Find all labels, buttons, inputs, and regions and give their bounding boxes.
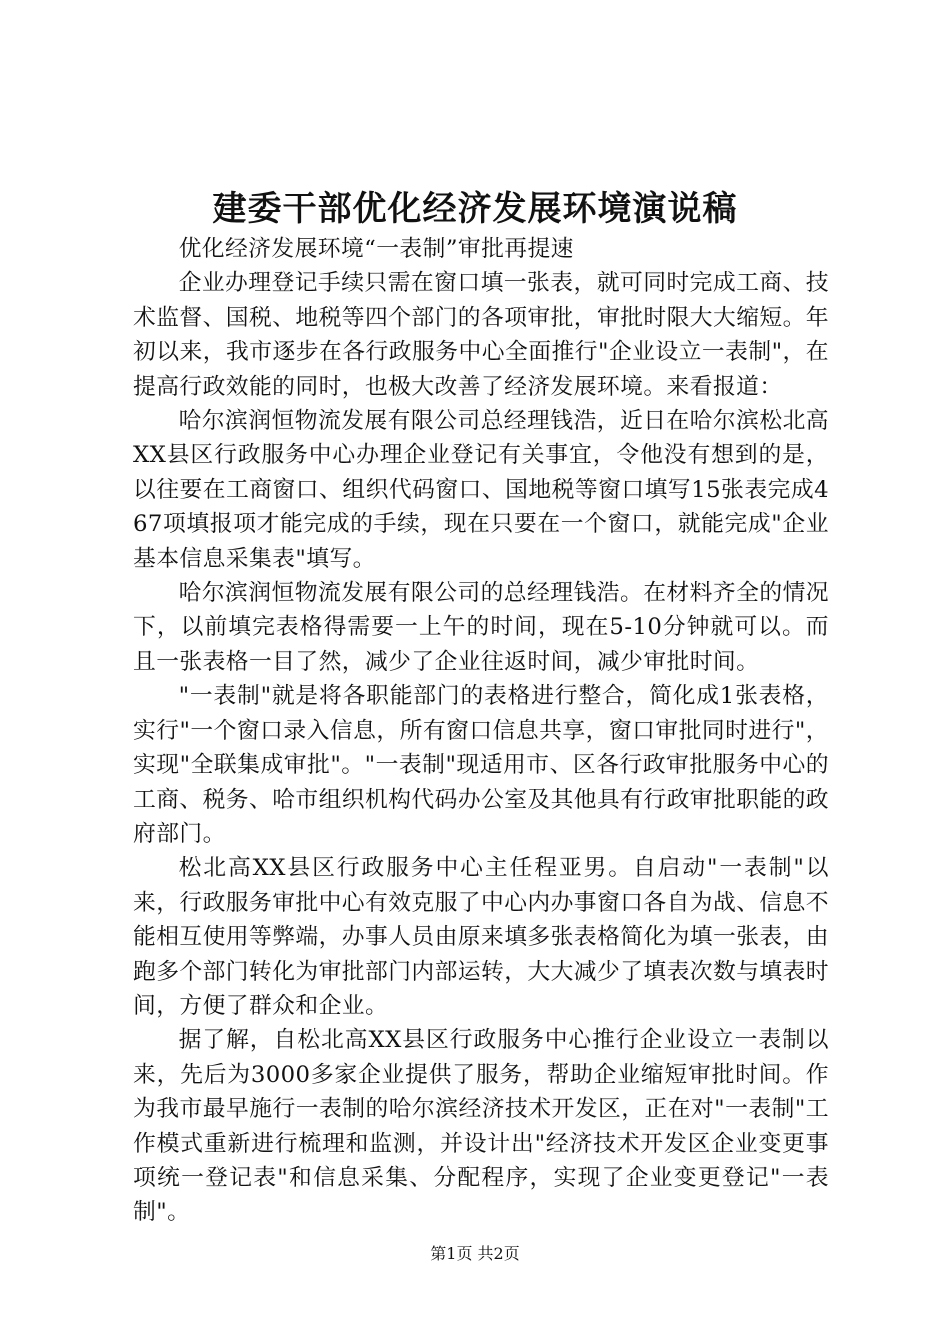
body-paragraph: "一表制"就是将各职能部门的表格进行整合，简化成1张表格，实行"一个窗口录入信息，所有窗口信息共享，窗口审批同时进行"，实现"全联集成审批"。"一表制"现适用市、区各行政审批服务中心的工商、税务、哈市组织机构代码办公室及其他具有行政审批职能的政府部门。: [133, 683, 829, 847]
body-paragraph: 松北高XX县区行政服务中心主任程亚男。自启动"一表制"以来，行政服务审批中心有效克服了中心内办事窗口各自为战、信息不能相互使用等弊端，办事人员由原来填多张表格简化为填一张表，由跑多个部门转化为审批部门内部运转，大大减少了填表次数与填表时间，方便了群众和企业。: [133, 855, 829, 1019]
document-title: 建委干部优化经济发展环境演说稿: [212, 189, 738, 229]
document-body: [133, 232, 829, 1230]
subtitle-paragraph: 优化经济发展环境“一表制”审批再提速: [178, 236, 574, 262]
page-number-footer: 第1页 共2页: [430, 1244, 520, 1263]
body-paragraph: 据了解，自松北高XX县区行政服务中心推行企业设立一表制以来，先后为3000多家企业提供了服务，帮助企业缩短审批时间。作为我市最早施行一表制的哈尔滨经济技术开发区，正在对"一表制"工作模式重新进行梳理和监测，并设计出"经济技术开发区企业变更事项统一登记表"和信息采集、分配程序，实现了企业变更登记"一表制"。: [133, 1027, 829, 1226]
body-paragraph: 哈尔滨润恒物流发展有限公司的总经理钱浩。在材料齐全的情况下，以前填完表格得需要一上午的时间，现在5-10分钟就可以。而且一张表格一目了然，减少了企业往返时间，减少审批时间。: [133, 580, 829, 675]
body-paragraph: 哈尔滨润恒物流发展有限公司总经理钱浩，近日在哈尔滨松北高XX县区行政服务中心办理企业登记有关事宜，令他没有想到的是，以往要在工商窗口、组织代码窗口、国地税等窗口填写15张表完成467项填报项才能完成的手续，现在只要在一个窗口，就能完成"企业基本信息采集表"填写。: [133, 408, 829, 572]
body-paragraph: 企业办理登记手续只需在窗口填一张表，就可同时完成工商、技术监督、国税、地税等四个部门的各项审批，审批时限大大缩短。年初以来，我市逐步在各行政服务中心全面推行"企业设立一表制"，在提高行政效能的同时，也极大改善了经济发展环境。来看报道：: [133, 270, 829, 400]
